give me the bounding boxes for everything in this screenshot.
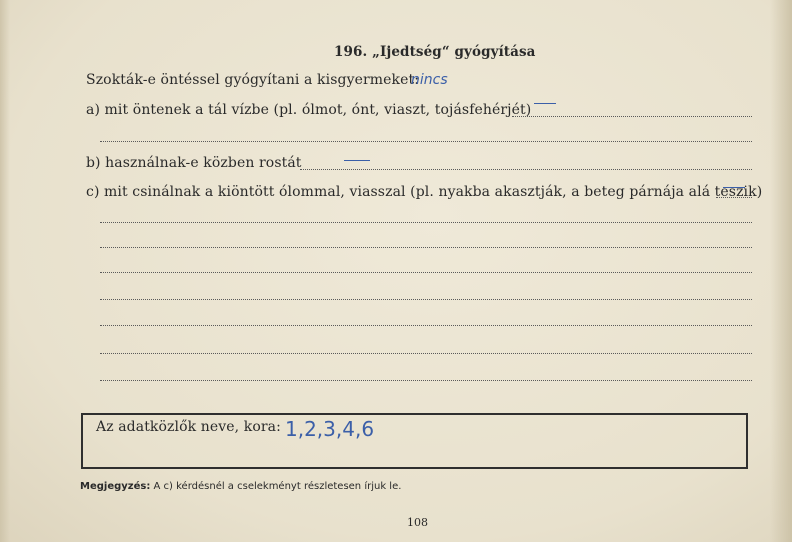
question-b: b) használnak-e közben rostát: [86, 155, 302, 171]
answer-line-c-5: [100, 299, 752, 300]
question-main: Szokták-e öntéssel gyógyítani a kisgyermeket:: [86, 72, 420, 88]
answer-a-dash: [534, 103, 556, 104]
answer-b-dash: [344, 160, 370, 161]
footnote-text: A c) kérdésnél a cselekményt részletesen írjuk le.: [150, 481, 402, 492]
page-edge-left: [0, 0, 10, 542]
answer-c-dash: [723, 187, 745, 188]
informants-value: 1,2,3,4,6: [285, 417, 375, 441]
informants-label: Az adatközlők neve, kora:: [96, 419, 281, 435]
informants-box: [81, 413, 748, 469]
answer-line-c-7: [100, 353, 752, 354]
page-edge-right: [770, 0, 792, 542]
answer-line-c-4: [100, 272, 752, 273]
page-number: 108: [407, 516, 428, 529]
question-a: a) mit öntenek a tál vízbe (pl. ólmot, ónt, viaszt, tojásfehérjét): [86, 102, 532, 118]
answer-main: nincs: [411, 72, 448, 88]
footnote-label: Megjegyzés:: [80, 481, 151, 492]
question-c: c) mit csinálnak a kiöntött ólommal, viasszal (pl. nyakba akasztják, a beteg párnája alá teszik): [86, 184, 763, 200]
answer-line-c-8: [100, 380, 752, 381]
answer-line-c: [716, 197, 752, 198]
answer-line-a-2: [100, 141, 752, 142]
form-title: 196. „Ijedtség“ gyógyítása: [334, 44, 536, 60]
answer-line-a: [512, 116, 752, 117]
answer-line-c-2: [100, 222, 752, 223]
footnote: [80, 481, 401, 492]
answer-line-c-3: [100, 247, 752, 248]
answer-line-b: [300, 169, 752, 170]
answer-line-c-6: [100, 325, 752, 326]
